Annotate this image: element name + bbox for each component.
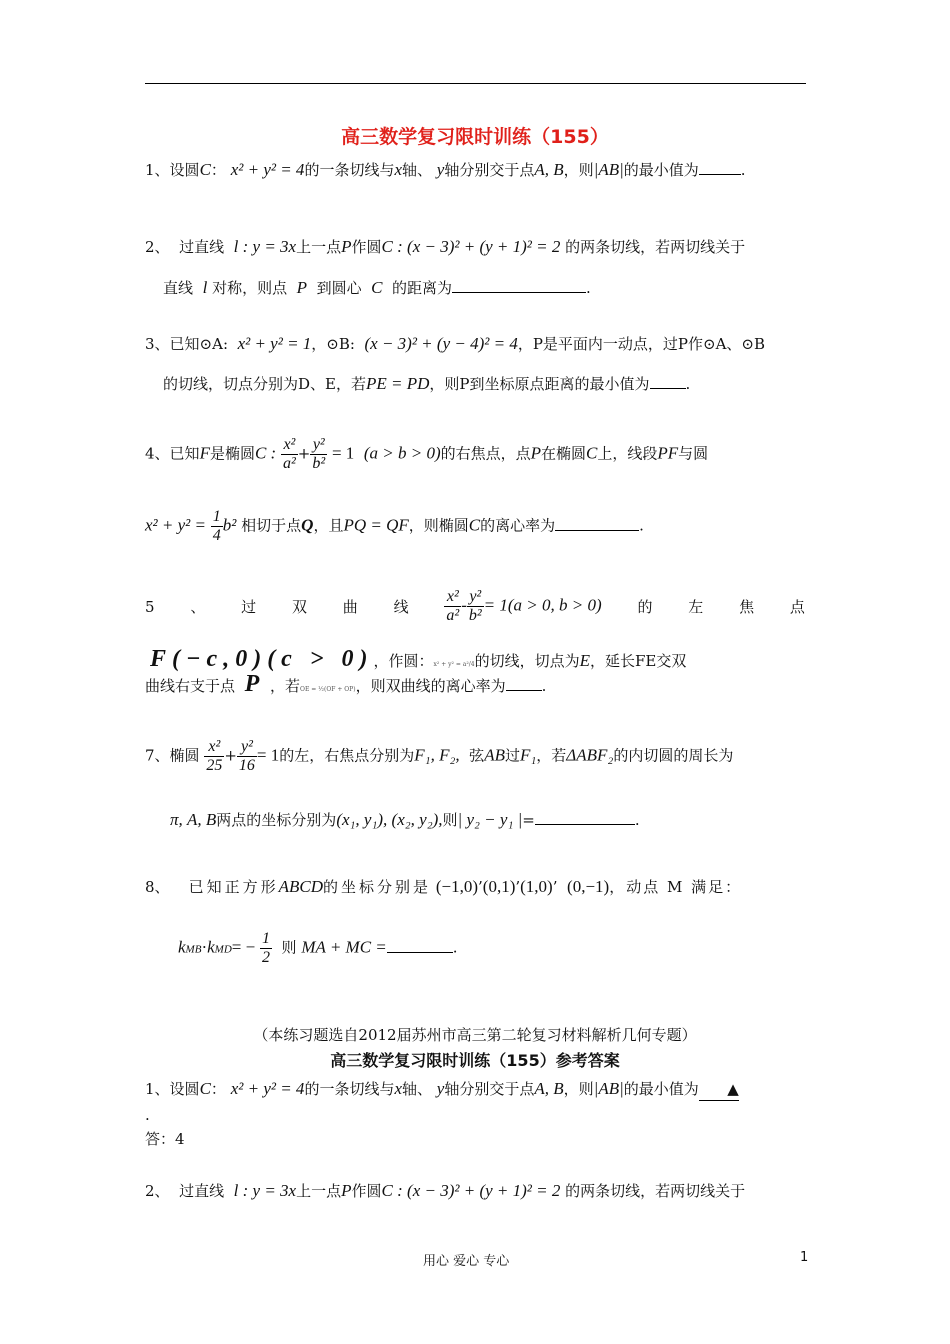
q4-vector-eq: PQ = QF [343,515,409,535]
triangle-icon: ▲ [699,1078,739,1101]
q7-text: 椭圆 [169,746,200,765]
q8-number: 8、 [145,878,170,896]
q3-eq-b: (x − 3)² + (y − 4)² = 4 [364,334,518,353]
a1-text: 的最小值为 [623,1080,699,1098]
q4-text: 相切于点 [241,516,302,535]
q1-x: x [394,160,402,179]
q1-text: ，则 [563,161,594,179]
q3-end: . [685,375,691,393]
q7-text: 弦 [469,746,485,765]
q8-point: (0,−1) [567,877,610,896]
q8-sep: ’ [478,878,483,896]
q7-ab: AB [484,745,505,765]
q1-text: 轴、 [402,161,433,179]
q7-abs: | y₂ − y₁ | [457,810,523,829]
a2-text: 作圆 [351,1182,382,1200]
answer-blank [387,936,453,953]
q8-text: ，动点 M 满足： [609,878,743,896]
q5-separator: 、 [190,597,206,616]
q4-c: C [586,443,598,463]
question-4-line-2 [145,508,644,545]
q3-text: 已知⊙A: [169,335,229,353]
q4-text: 在椭圆 [541,444,587,463]
q7-foci: F₁, F₂, [414,745,460,765]
a2-number: 2、 [145,1182,170,1200]
a1-c: C [199,1079,211,1098]
a1-y: y [436,1079,445,1098]
q2-l: l [202,278,208,297]
q2-text: 对称，则点 [212,279,288,297]
question-2 [145,236,745,258]
a1-text: ，则 [563,1080,594,1098]
frac-num: 1 [212,508,221,525]
q2-c: C [371,278,383,297]
q2-p: P [296,278,308,297]
q3-text: ，⊙B: [311,335,355,353]
question-8 [145,876,742,898]
q5-text: 曲线右支于点 [145,677,236,695]
q7-pi: π, A, B [170,810,217,829]
q2-text: 作圆 [351,238,382,256]
a1-points: A, B [534,1079,564,1098]
a1-text: 的一条切线与 [304,1080,395,1098]
q7-text: 的内切圆的周长为 [613,746,734,765]
q5-number: 5 [145,597,155,616]
q4-b2: b² [222,515,237,535]
q8-point: (0,1) [482,877,516,896]
q5-word: 曲 [342,597,358,616]
frac-den: 4 [212,527,221,544]
q1-abs-ab: |AB| [593,160,624,179]
answer-blank [699,158,741,175]
q4-frac-quarter [211,508,223,545]
q4-text: 的离心率为 [480,516,556,535]
page-title: 高三数学复习限时训练（155） [341,126,609,148]
q5-word: 过 [241,597,257,616]
q8-point: (−1,0) [435,877,478,896]
q3-text: 的切线，切点分别为D、E，若 [163,375,366,393]
q1-text: 设圆 [169,161,200,179]
q5-frac-x [444,588,461,625]
q4-text: 的右焦点，点 [440,444,531,463]
frac-den: 25 [206,757,223,774]
q4-eq: = 1 [331,443,355,463]
q4-pf: PF [657,443,679,463]
question-2-line-2 [163,276,591,299]
q7-text: 两点的坐标分别为 [216,811,337,829]
answer-blank [555,514,639,531]
question-5 [145,588,805,625]
q1-text: 的一条切线与 [304,161,395,179]
q3-text: ，P是平面内一动点，过P作⊙A、⊙B [517,335,766,353]
frac-num: x² [281,436,298,455]
q2-line-eq: l : y = 3x [233,237,297,256]
answer-blank [506,674,542,691]
source-note: （本练习题选自2012届苏州市高三第二轮复习材料解析几何专题） [253,1026,697,1044]
answer-title: 高三数学复习限时训练（155）参考答案 [330,1051,620,1070]
q2-text: 上一点 [296,238,342,256]
answer-blank [452,276,586,293]
a1-x: x [394,1079,402,1098]
question-3-line-2 [163,372,690,395]
q5-minus: - [461,595,467,615]
q7-text: 的左，右焦点分别为 [279,746,415,765]
q5-word: 点 [789,597,805,616]
q8-text: 的坐标分别是 [323,878,432,896]
q1-y: y [436,160,445,179]
q7-eq-sign: = [522,811,535,829]
header-rule [145,83,806,84]
q5-word: 左 [688,597,704,616]
answer-2 [145,1180,745,1202]
a2-line-eq: l : y = 3x [233,1181,297,1200]
frac-den: 2 [261,949,270,966]
q5-word: 的 [637,597,653,616]
q1-equation: x² + y² = 4 [230,160,305,179]
question-5-line-2 [150,648,686,676]
q7-text: 过 [504,746,520,765]
frac-den: a² [283,455,296,472]
a2-circle-eq: C : (x − 3)² + (y + 1)² = 2 [381,1181,561,1200]
a2-text: 过直线 [179,1182,225,1200]
q8-k: k [178,937,186,957]
q2-text: 过直线 [179,238,225,256]
q5-frac-y [467,588,484,625]
q1-points: A, B [534,160,564,179]
q5-focus: F(−c,0)(c > 0) [150,646,374,672]
question-7-line-2 [170,808,640,831]
q4-text: ，且 [313,516,344,535]
a1-abs-ab: |AB| [593,1079,624,1098]
q7-frac-y [237,738,257,775]
frac-num: x² [204,738,224,757]
a1-text: 轴分别交于点 [444,1080,535,1098]
q8-ma-mc: MA + MC = [301,937,387,957]
q7-end: . [634,811,640,829]
a1-equation: x² + y² = 4 [230,1079,305,1098]
q3-text: ，则P到坐标原点距离的最小值为 [429,375,650,393]
q5-tiny-eq: x² + y² = a²/4 [433,661,475,668]
q8-text: 已知正方形 [188,878,279,896]
question-7: 7、椭圆 $\frac{\text{x²}}{25}$ + $\frac{\text{y²}}{16}$ = 1的左，右焦点分别为F₁, F₂, 弦AB过F₁，若ΔABF₂的内切圆的周长为 [145,738,734,774]
frac-den: 16 [238,757,255,774]
q8-text: 则 [281,938,297,957]
q5-p: P [244,671,266,697]
q4-frac-x [281,436,298,473]
q7-points: (x₁, y₁), (x₂, y₂), [336,810,443,829]
page-number: 1 [800,1250,809,1265]
q7-eq: = 1 [256,745,280,765]
q2-text: 直线 [163,279,194,297]
q5-eq: = 1(a > 0, b > 0) [483,595,602,615]
q2-circle-eq: C : (x − 3)² + (y + 1)² = 2 [381,237,561,256]
q3-eq-a: x² + y² = 1 [237,334,312,353]
footer-text: 用心 爱心 专心 [423,1254,510,1269]
a2-p: P [341,1181,352,1200]
q2-text: 的距离为 [392,279,453,297]
answer-blank [650,372,686,389]
q4-c: C : [254,443,277,463]
q7-frac-x [204,738,224,775]
q4-f: F [199,443,210,463]
q5-e: E [579,651,591,670]
q7-text: ，若 [536,746,567,765]
answer-1 [145,1078,739,1101]
q4-number: 4、 [145,444,170,463]
q2-number: 2、 [145,238,170,256]
q7-triangle: ΔABF₂ [566,745,614,765]
q5-text: ，若 [270,677,301,695]
q4-p: P [530,443,542,463]
q4-text: 上，线段 [597,444,658,463]
q7-f1: F₁ [519,745,537,765]
answer-blank [535,808,635,825]
q3-eq-c: PE = PD [365,374,430,393]
frac-num: y² [237,738,257,757]
frac-num: y² [310,436,327,455]
a1-colon: ： [210,1080,226,1098]
q7-text: 则 [442,811,458,829]
frac-den: b² [468,607,482,624]
q1-number: 1、 [145,161,170,179]
q8-dot: · [201,937,208,957]
frac-den: a² [446,607,460,624]
a1-number: 1、 [145,1080,170,1098]
q4-frac-y [310,436,327,473]
q8-eq: = − [231,937,256,957]
q2-p: P [341,237,352,256]
q8-k: k [207,937,215,957]
q1-end: . [740,161,746,179]
q5-text: ，则双曲线的离心率为 [355,677,506,695]
a1-dot: . [145,1106,150,1124]
q4-text: 与圆 [678,444,709,463]
q1-text: 轴分别交于点 [444,161,535,179]
q5-tiny-eq: OE = ½(OF + OP) [300,686,356,693]
q2-end: . [586,279,591,297]
q8-frac-half [260,930,272,967]
q8-sub: MD [214,943,232,956]
q3-number: 3、 [145,335,170,353]
q5-word: 双 [291,597,307,616]
q4-text: ，则椭圆 [408,516,469,535]
q2-text: 的两条切线，若两切线关于 [565,238,746,256]
q4-c: C [468,515,481,535]
q1-circle-c: C [199,160,211,179]
q8-sep: ’ [552,878,558,896]
q5-word: 线 [393,597,409,616]
q8-point: (1,0) [520,877,553,896]
q4-q: Q [301,515,314,535]
q8-abcd: ABCD [278,877,324,896]
frac-num: 1 [261,930,270,947]
question-3 [145,333,765,355]
q5-word: 焦 [739,597,755,616]
q4-text: 是椭圆 [209,444,255,463]
q8-sub: MB [185,943,202,956]
q4-eq2: x² + y² = [145,515,206,535]
q5-end: . [541,677,547,695]
a1-answer: 答：4 [145,1130,185,1148]
q5-text: ，延长FE交双 [590,652,687,670]
q8-sep: ’ [515,878,521,896]
q2-text: 到圆心 [316,279,362,297]
frac-num: x² [444,588,461,607]
frac-num: y² [467,588,484,607]
q8-end: . [452,938,458,957]
a2-text: 的两条切线，若两切线关于 [565,1182,746,1200]
frac-den: b² [312,455,326,472]
q5-text: 的切线，切点为 [474,652,580,670]
question-4: 4、已知F是椭圆C : $\frac{\text{x²}}{\text{a²}}$ + $\frac{\text{y²}}{\text{b²}}$ = 1 (a > b > 0)的右焦点，点P在椭圆C上，线段PF与圆 [145,436,709,472]
a1-text: 轴、 [402,1080,433,1098]
q4-text: 已知 [169,444,200,463]
q7-number: 7、 [145,746,170,765]
q1-text: 的最小值为 [623,161,699,179]
q1-colon: ： [210,161,226,179]
a2-text: 上一点 [296,1182,342,1200]
q5-text: ，作圆： [373,652,434,670]
q5-hyperbola-eq [444,588,601,625]
q4-condition: (a > b > 0) [363,443,441,463]
a1-text: 设圆 [169,1080,200,1098]
question-8-line-2 [178,930,458,967]
q4-end: . [639,516,644,535]
question-5-line-3 [145,673,546,701]
question-1 [145,158,746,181]
